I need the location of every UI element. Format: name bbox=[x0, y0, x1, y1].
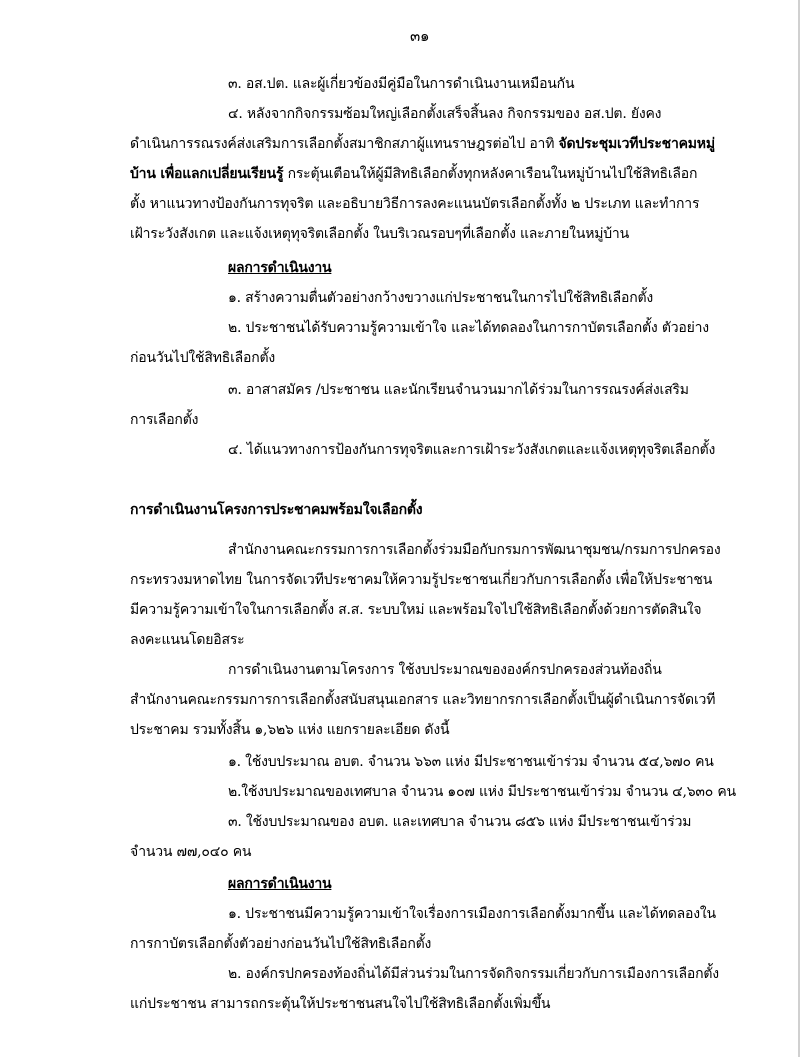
page-number: ๓๑ bbox=[410, 27, 430, 45]
result-item-3-line-1: ๓. อาสาสมัคร /ประชาชน และนักเรียนจำนวนมากได้ร่วมในการรณรงค์ส่งเสริม bbox=[228, 382, 689, 398]
paragraph-2-line-2: สำนักงานคณะกรรมการการเลือกตั้งสนับสนุนเอกสาร และวิทยากรการเลือกตั้งเป็นผู้ดำเนินการจัดเวที bbox=[130, 692, 716, 708]
result-item-2-line-1: ๒. ประชาชนได้รับความรู้ความเข้าใจ และได้ทดลองในการกาบัตรเลือกตั้ง ตัวอย่าง bbox=[228, 320, 709, 336]
list-item-4-line-5: เฝ้าระวังสังเกต และแจ้งเหตุทุจริตเลือกตั้ง ในบริเวณรอบๆที่เลือกตั้ง และภายในหมู่บ้าน bbox=[130, 226, 629, 242]
list-item-4-line-1: ๔. หลังจากกิจกรรมซ้อมใหญ่เลือกตั้งเสร็จสิ้นลง กิจกรรมของ อส.ปต. ยังคง bbox=[228, 106, 662, 122]
outcome-item-2-line-2: แก่ประชาชน สามารถกระตุ้นให้ประชาชนสนใจไปใช้สิทธิเลือกตั้งเพิ่มขึ้น bbox=[130, 996, 551, 1012]
outcome-item-2-line-1: ๒. องค์กรปกครองท้องถิ่นได้มีส่วนร่วมในการจัดกิจกรรมเกี่ยวกับการเมืองการเลือกตั้ง bbox=[228, 966, 719, 982]
result-item-4: ๔. ได้แนวทางการป้องกันการทุจริตและการเฝ้าระวังสังเกตและแจ้งเหตุทุจริตเลือกตั้ง bbox=[228, 442, 716, 458]
budget-item-3-line-1: ๓. ใช้งบประมาณของ อบต. และเทศบาล จำนวน ๘๕๖ แห่ง มีประชาชนเข้าร่วม bbox=[228, 814, 692, 830]
paragraph-2-line-1: การดำเนินงานตามโครงการ ใช้งบประมาณขององค์กรปกครองส่วนท้องถิ่น bbox=[228, 662, 662, 678]
list-item-4-line-3 bbox=[130, 164, 697, 184]
outcome-item-1-line-2: การกาบัตรเลือกตั้งตัวอย่างก่อนวันไปใช้สิทธิเลือกตั้ง bbox=[130, 936, 432, 952]
results-heading-2: ผลการดำเนินงาน bbox=[228, 876, 332, 892]
results-heading-1: ผลการดำเนินงาน bbox=[228, 260, 332, 276]
paragraph-1-line-2: กระทรวงมหาดไทย ในการจัดเวทีประชาคมให้ความรู้ประชาชนเกี่ยวกับการเลือกตั้ง เพื่อให้ประชาชน bbox=[130, 572, 713, 588]
budget-item-3-line-2: จำนวน ๗๗,๐๔๐ คน bbox=[130, 844, 252, 860]
bold-text-run: จัดประชุมเวทีประชาคมหมู่ bbox=[558, 136, 715, 152]
result-item-3-line-2: การเลือกตั้ง bbox=[130, 412, 199, 428]
outcome-item-1-line-1: ๑. ประชาชนมีความรู้ความเข้าใจเรื่องการเมืองการเลือกตั้งมากขึ้น และได้ทดลองใน bbox=[228, 906, 716, 922]
list-item-4-line-4: ตั้ง หาแนวทางป้องกันการทุจริต และอธิบายวิธีการลงคะแนนบัตรเลือกตั้งทั้ง ๒ ประเภท และทำการ bbox=[130, 196, 700, 212]
paragraph-1-line-1: สำนักงานคณะกรรมการการเลือกตั้งร่วมมือกับกรมการพัฒนาชุมชน/กรมการปกครอง bbox=[228, 542, 721, 558]
budget-item-2: ๒.ใช้งบประมาณของเทศบาล จำนวน ๑๐๗ แห่ง มีประชาชนเข้าร่วม จำนวน ๔,๖๓๐ คน bbox=[228, 784, 736, 800]
result-item-2-line-2: ก่อนวันไปใช้สิทธิเลือกตั้ง bbox=[130, 350, 276, 366]
paragraph-1-line-4: ลงคะแนนโดยอิสระ bbox=[130, 632, 245, 648]
list-item-3: ๓. อส.ปต. และผู้เกี่ยวข้องมีคู่มือในการดำเนินงานเหมือนกัน bbox=[228, 76, 575, 92]
budget-item-1: ๑. ใช้งบประมาณ อบต. จำนวน ๖๖๓ แห่ง มีประชาชนเข้าร่วม จำนวน ๕๔,๖๗๐ คน bbox=[228, 754, 714, 770]
section-heading: การดำเนินงานโครงการประชาคมพร้อมใจเลือกตั้ง bbox=[130, 502, 423, 518]
paragraph-2-line-3: ประชาคม รวมทั้งสิ้น ๑,๖๒๖ แห่ง แยกรายละเอียด ดังนี้ bbox=[130, 722, 450, 738]
bold-text-run: บ้าน เพื่อแลกเปลี่ยนเรียนรู้ bbox=[130, 166, 284, 182]
paragraph-1-line-3: มีความรู้ความเข้าใจในการเลือกตั้ง ส.ส. ระบบใหม่ และพร้อมใจไปใช้สิทธิเลือกตั้งด้วยการตัดสินใจ bbox=[130, 602, 702, 618]
list-item-4-line-2 bbox=[130, 134, 715, 154]
text-run: ดำเนินการรณรงค์ส่งเสริมการเลือกตั้งสมาชิกสภาผู้แทนราษฎรต่อไป อาทิ bbox=[130, 136, 559, 152]
text-run: กระตุ้นเตือนให้ผู้มีสิทธิเลือกตั้งทุกหลังคาเรือนในหมู่บ้านไปใช้สิทธิเลือก bbox=[283, 166, 698, 182]
result-item-1: ๑. สร้างความตื่นตัวอย่างกว้างขวางแก่ประชาชนในการไปใช้สิทธิเลือกตั้ง bbox=[228, 290, 654, 306]
